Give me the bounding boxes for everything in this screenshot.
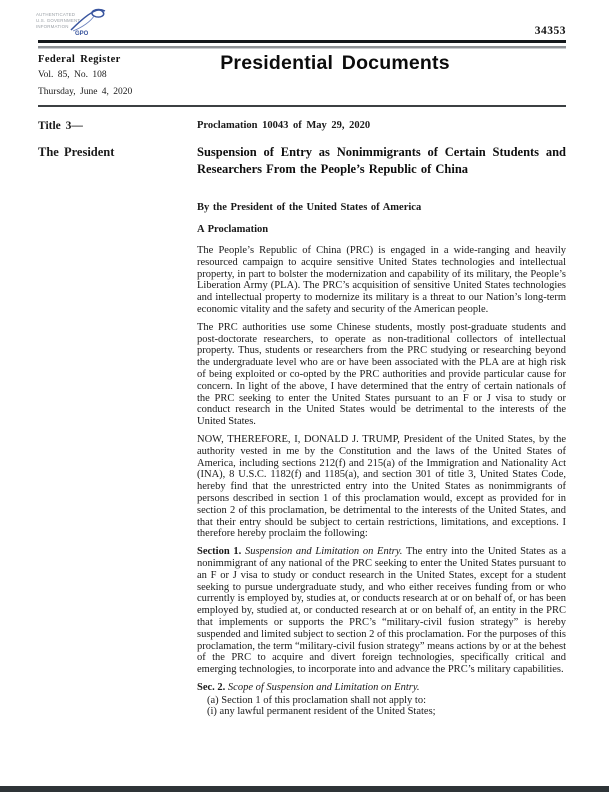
page-number: 34353	[534, 25, 566, 37]
masthead	[38, 52, 566, 104]
left-margin-column	[38, 107, 197, 718]
paragraph-2: The PRC authorities use some Chinese students, mostly post-graduate students and post-doctorate researchers, to operate as non-traditional collectors of intellectual property. Thus, students or researchers from the PRC studying or researching beyond the undergraduate level who are or have been associated with the PLA are at high risk of being exploited or co-opted by the PRC authorities and provide particular cause for concern. In light of the above, I have determined that the entry of certain nationals of the PRC seeking to enter the United States pursuant to an F or J visa to study or conduct research in the United States would be detrimental to the interests of the United States.	[197, 321, 566, 428]
section-2-clause-i: (i) any lawful permanent resident of the United States;	[207, 706, 436, 718]
paragraph-3: NOW, THEREFORE, I, DONALD J. TRUMP, President of the United States, by the authority vested in me by the Constitution and the laws of the United States of America, including sections 212(f) and 215(a) of the Immigration and Nationality Act (INA), 8 U.S.C. 1182(f) and 1185(a), and section 301 of title 3, United States Code, hereby find that the unrestricted entry into the United States as nonimmigrants of persons described in section 1 of this proclamation would, except as provided for in section 2 of this proclamation, be detrimental to the interests of the United States, and that their entry should be subject to certain restrictions, limitations, and exceptions. I therefore hereby proclaim the following:	[197, 433, 566, 540]
logo-gpo-text: GPO	[75, 31, 89, 37]
the-president-label: The President	[38, 145, 115, 159]
header-rule-thick	[38, 40, 566, 43]
proclamation-number: Proclamation 10043 of May 29, 2020	[197, 120, 371, 131]
logo-line-1: AUTHENTICATED	[36, 12, 76, 17]
proclamation-heading: A Proclamation	[197, 224, 269, 235]
section-1-body: The entry into the United States as a nonimmigrant of any national of the PRC seeking to enter the United States pursuant to an F or J visa to study or conduct research in the United States, except for a student seeking to pursue undergraduate study, and who either receives funding from or who currently is employed by, studies at, or conducts research at or on behalf of, or has been employed by, studied at, or conducted research at or on behalf of, an entity in the PRC that implements or supports the PRC’s “military-civil fusion strategy” is hereby suspended and limited subject to section 2 of this proclamation. For the purposes of this proclamation, the term “military-civil fusion strategy” means actions by or at the behest of the PRC to acquire and divert foreign technologies, specifically critical and emerging technologies, to incorporate into and advance the PRC’s military capabilities.	[197, 546, 566, 676]
proclamation-byline: By the President of the United States of America	[197, 202, 422, 213]
page-bottom-edge	[0, 786, 609, 792]
content-column	[197, 107, 566, 718]
section-1-label: Section 1.	[197, 546, 242, 558]
masthead-left	[38, 54, 132, 97]
logo-line-3: INFORMATION	[36, 24, 69, 29]
section-2-label: Sec. 2.	[197, 681, 226, 693]
proclamation-title: Suspension of Entry as Nonimmigrants of Certain Students and Researchers From the People’s Republic of China	[197, 145, 566, 176]
proclamation-text	[197, 245, 566, 718]
publication-date: Thursday, June 4, 2020	[38, 87, 133, 97]
header-rule-gray	[38, 46, 566, 49]
section-title: Presidential Documents	[220, 52, 450, 74]
logo-line-2: U.S. GOVERNMENT	[36, 18, 81, 23]
section-2-clause-a: (a) Section 1 of this proclamation shall not apply to:	[207, 694, 426, 706]
document-body	[38, 107, 566, 718]
title3-label: Title 3—	[38, 120, 83, 132]
section-1-title: Suspension and Limitation on Entry.	[244, 546, 403, 558]
section-2-heading	[197, 682, 566, 694]
section-1-paragraph	[197, 546, 566, 676]
publication-name: Federal Register	[38, 54, 121, 65]
publication-volume: Vol. 85, No. 108	[38, 70, 107, 80]
paragraph-1: The People’s Republic of China (PRC) is engaged in a wide-ranging and heavily resourced campaign to acquire sensitive United States technologies and intellectual property, in part to bolster the modernization and capability of its military, the People’s Liberation Army (PLA). The PRC’s acquisition of sensitive United States technologies and intellectual property to modernize its military is a threat to our Nation’s long-term economic vitality and the safety and security of the American people.	[197, 245, 566, 315]
section-2-title: Scope of Suspension and Limitation on Entry.	[227, 681, 420, 693]
